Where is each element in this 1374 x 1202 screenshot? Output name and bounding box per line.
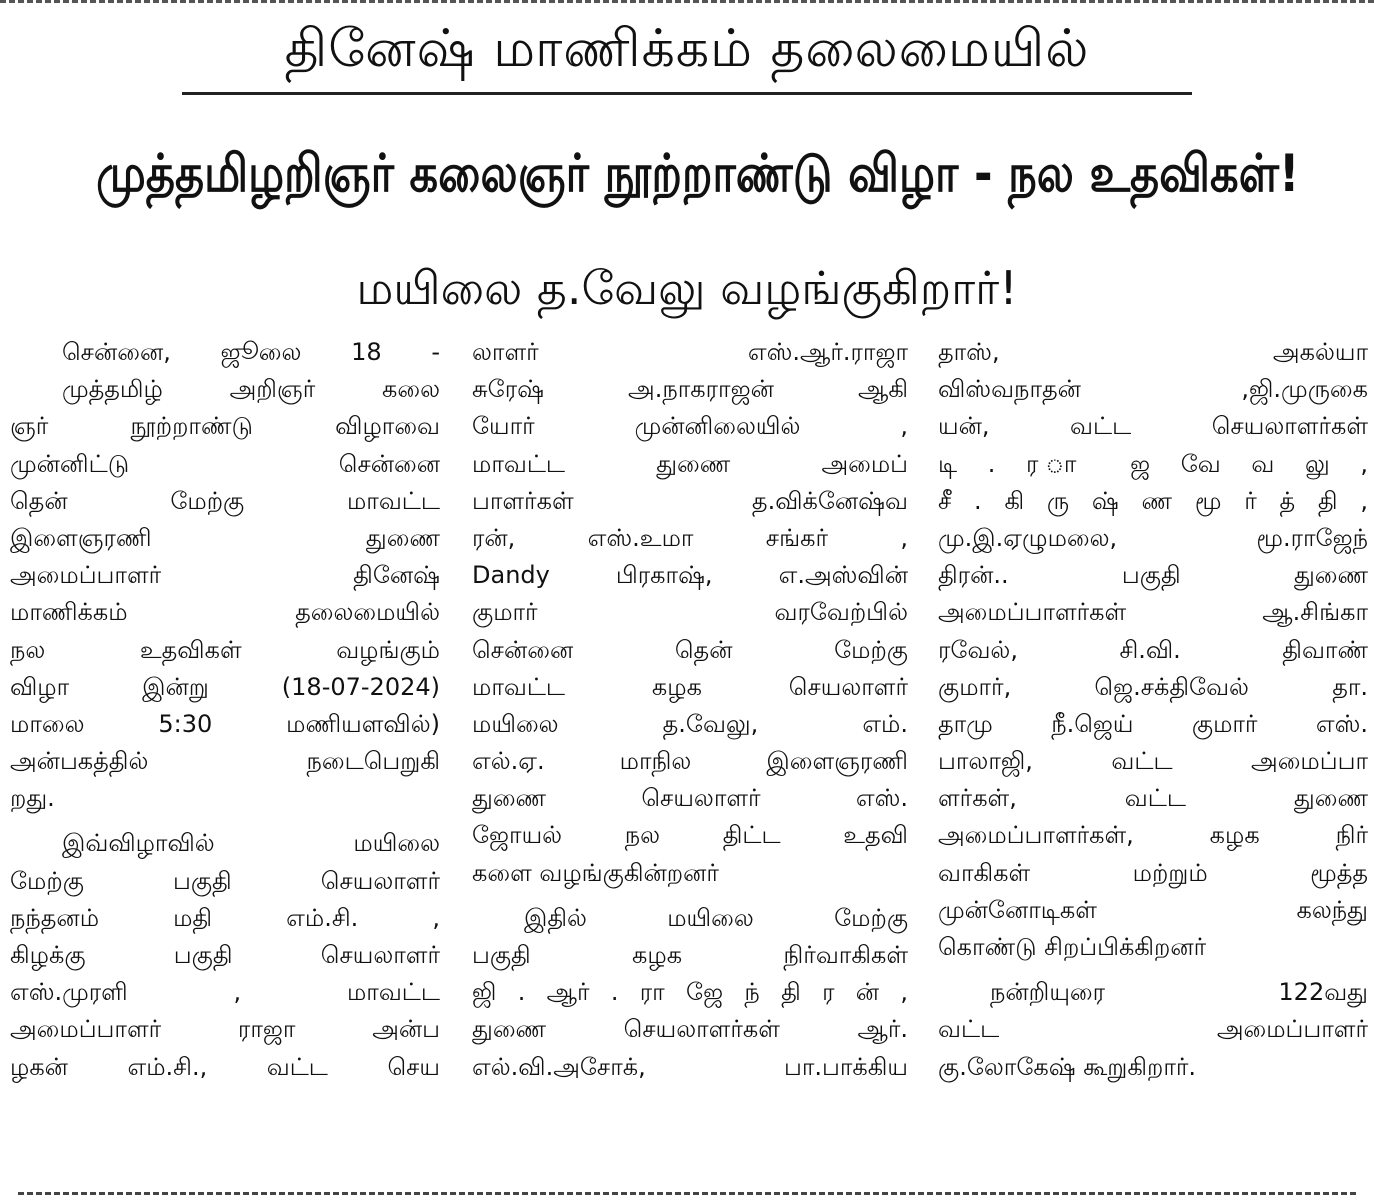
text-line: விஸ்வநாதன் ,ஜி.முருகை: [938, 375, 1368, 404]
text-line: சென்னை தென் மேற்கு: [472, 635, 908, 664]
text-line: குமார், ஜெ.சக்திவேல் தா.: [938, 672, 1368, 701]
text-line: லாளர் எஸ்.ஆர்.ராஜா: [472, 338, 908, 366]
text-line: பகுதி கழக நிர்வாகிகள்: [472, 941, 908, 969]
headline-subtitle: மயிலை த.வேலு வழங்குகிறார்!: [356, 261, 1018, 315]
text-line: ரவேல், சி.வி. திவாண்: [938, 635, 1368, 664]
headline-kicker: தினேஷ் மாணிக்கம் தலைமையில்: [284, 19, 1090, 79]
text-line: நன்றியுரை 122வது: [990, 978, 1368, 1007]
text-line: ஜி . ஆர் . ரா ஜே ந் தி ர ன் ,: [472, 978, 908, 1007]
text-line: ஜோயல் நல திட்ட உதவி: [472, 821, 908, 850]
text-line: நல உதவிகள் வழங்கும்: [10, 635, 440, 664]
text-line: சுரேஷ் அ.நாகராஜன் ஆகி: [472, 375, 908, 404]
text-line: இவ்விழாவில் மயிலை: [62, 829, 440, 858]
text-line: திரன்.. பகுதி துணை: [938, 561, 1368, 590]
text-line: சீ . கி ரு ஷ் ண மூ ர் த் தி ,: [938, 486, 1368, 515]
text-line: கு.லோகேஷ் கூறுகிறார்.: [938, 1052, 1197, 1081]
text-line: எஸ்.முரளி , மாவட்ட: [10, 978, 440, 1007]
text-line: யோர் முன்னிலையில் ,: [472, 412, 908, 441]
text-line: முத்தமிழ் அறிஞர் கலை: [62, 375, 440, 404]
text-line: வாகிகள் மற்றும் மூத்த: [938, 858, 1368, 887]
text-line: எல்.வி.அசோக், பா.பாக்கிய: [472, 1052, 908, 1081]
text-line: எல்.ஏ. மாநில இளைஞரணி: [472, 747, 908, 776]
text-line: மாணிக்கம் தலைமையில்: [10, 598, 440, 627]
text-line: நந்தனம் மதி எம்.சி. ,: [10, 903, 440, 932]
text-line: குமார் வரவேற்பில்: [472, 598, 908, 627]
text-line: அமைப்பாளர்கள், கழக நிர்: [938, 821, 1368, 850]
headline-main: முத்தமிழறிஞர் கலைஞர் நூற்றாண்டு விழா - நல உதவிகள்!: [96, 144, 1300, 204]
text-line: துணை செயலாளர் எஸ்.: [472, 784, 908, 813]
text-line: மாவட்ட கழக செயலாளர்: [472, 672, 908, 701]
article-column-3: [938, 334, 1368, 1086]
text-line: பாலாஜி, வட்ட அமைப்பா: [938, 747, 1368, 776]
text-line: Dandy பிரகாஷ், எ.அஸ்வின்: [472, 561, 908, 590]
text-line: இதில் மயிலை மேற்கு: [524, 903, 908, 932]
text-line: விழா இன்று (18-07-2024): [10, 672, 440, 701]
text-line: ழகன் எம்.சி., வட்ட செய: [10, 1052, 440, 1081]
text-line: கிழக்கு பகுதி செயலாளர்: [10, 941, 440, 969]
text-line: மயிலை த.வேலு, எம்.: [472, 709, 908, 738]
text-line: முன்னிட்டு சென்னை: [10, 449, 440, 478]
text-line: ரன், எஸ்.உமா சங்கர் ,: [472, 523, 908, 552]
text-line: பாளர்கள் த.விக்னேஷ்வ: [472, 486, 908, 515]
text-line: அமைப்பாளர் ராஜா அன்ப: [10, 1015, 440, 1044]
text-line: தாஸ், அகல்யா: [938, 338, 1368, 366]
text-line: அன்பகத்தில் நடைபெறுகி: [10, 747, 440, 776]
article-column-2: [472, 334, 908, 1086]
text-line: மு.இ.ஏழுமலை, மூ.ராஜேந்: [938, 523, 1368, 552]
text-line: சென்னை, ஜூலை 18 -: [62, 338, 440, 366]
text-line: டி . ர ா ஜ வே வ லு ,: [938, 449, 1368, 478]
text-line: களை வழங்குகின்றனர்: [472, 858, 719, 887]
text-line: தாமு நீ.ஜெய் குமார் எஸ்.: [938, 709, 1368, 738]
text-line: துணை செயலாளர்கள் ஆர்.: [472, 1015, 908, 1044]
article-column-1: [10, 334, 440, 1086]
text-line: அமைப்பாளர் தினேஷ்: [10, 561, 440, 590]
text-line: மாலை 5:30 மணியளவில்): [10, 709, 440, 738]
bottom-dashed-separator: [18, 1192, 1356, 1195]
text-line: கொண்டு சிறப்பிக்கிறனர்: [938, 933, 1207, 961]
text-line: றது.: [10, 784, 55, 813]
text-line: அமைப்பாளர்கள் ஆ.சிங்கா: [938, 598, 1368, 627]
text-line: இளைஞரணி துணை: [10, 523, 440, 552]
text-line: முன்னோடிகள் கலந்து: [938, 895, 1368, 924]
text-line: ளர்கள், வட்ட துணை: [938, 784, 1368, 813]
text-line: தென் மேற்கு மாவட்ட: [10, 486, 440, 515]
text-line: வட்ட அமைப்பாளர்: [938, 1015, 1368, 1044]
text-line: மேற்கு பகுதி செயலாளர்: [10, 866, 440, 895]
top-dashed-separator: [0, 0, 1374, 3]
headline-rule: [182, 92, 1192, 95]
text-line: ஞர் நூற்றாண்டு விழாவை: [10, 412, 440, 441]
text-line: மாவட்ட துணை அமைப்: [472, 449, 908, 478]
text-line: யன், வட்ட செயலாளர்கள்: [938, 412, 1368, 441]
